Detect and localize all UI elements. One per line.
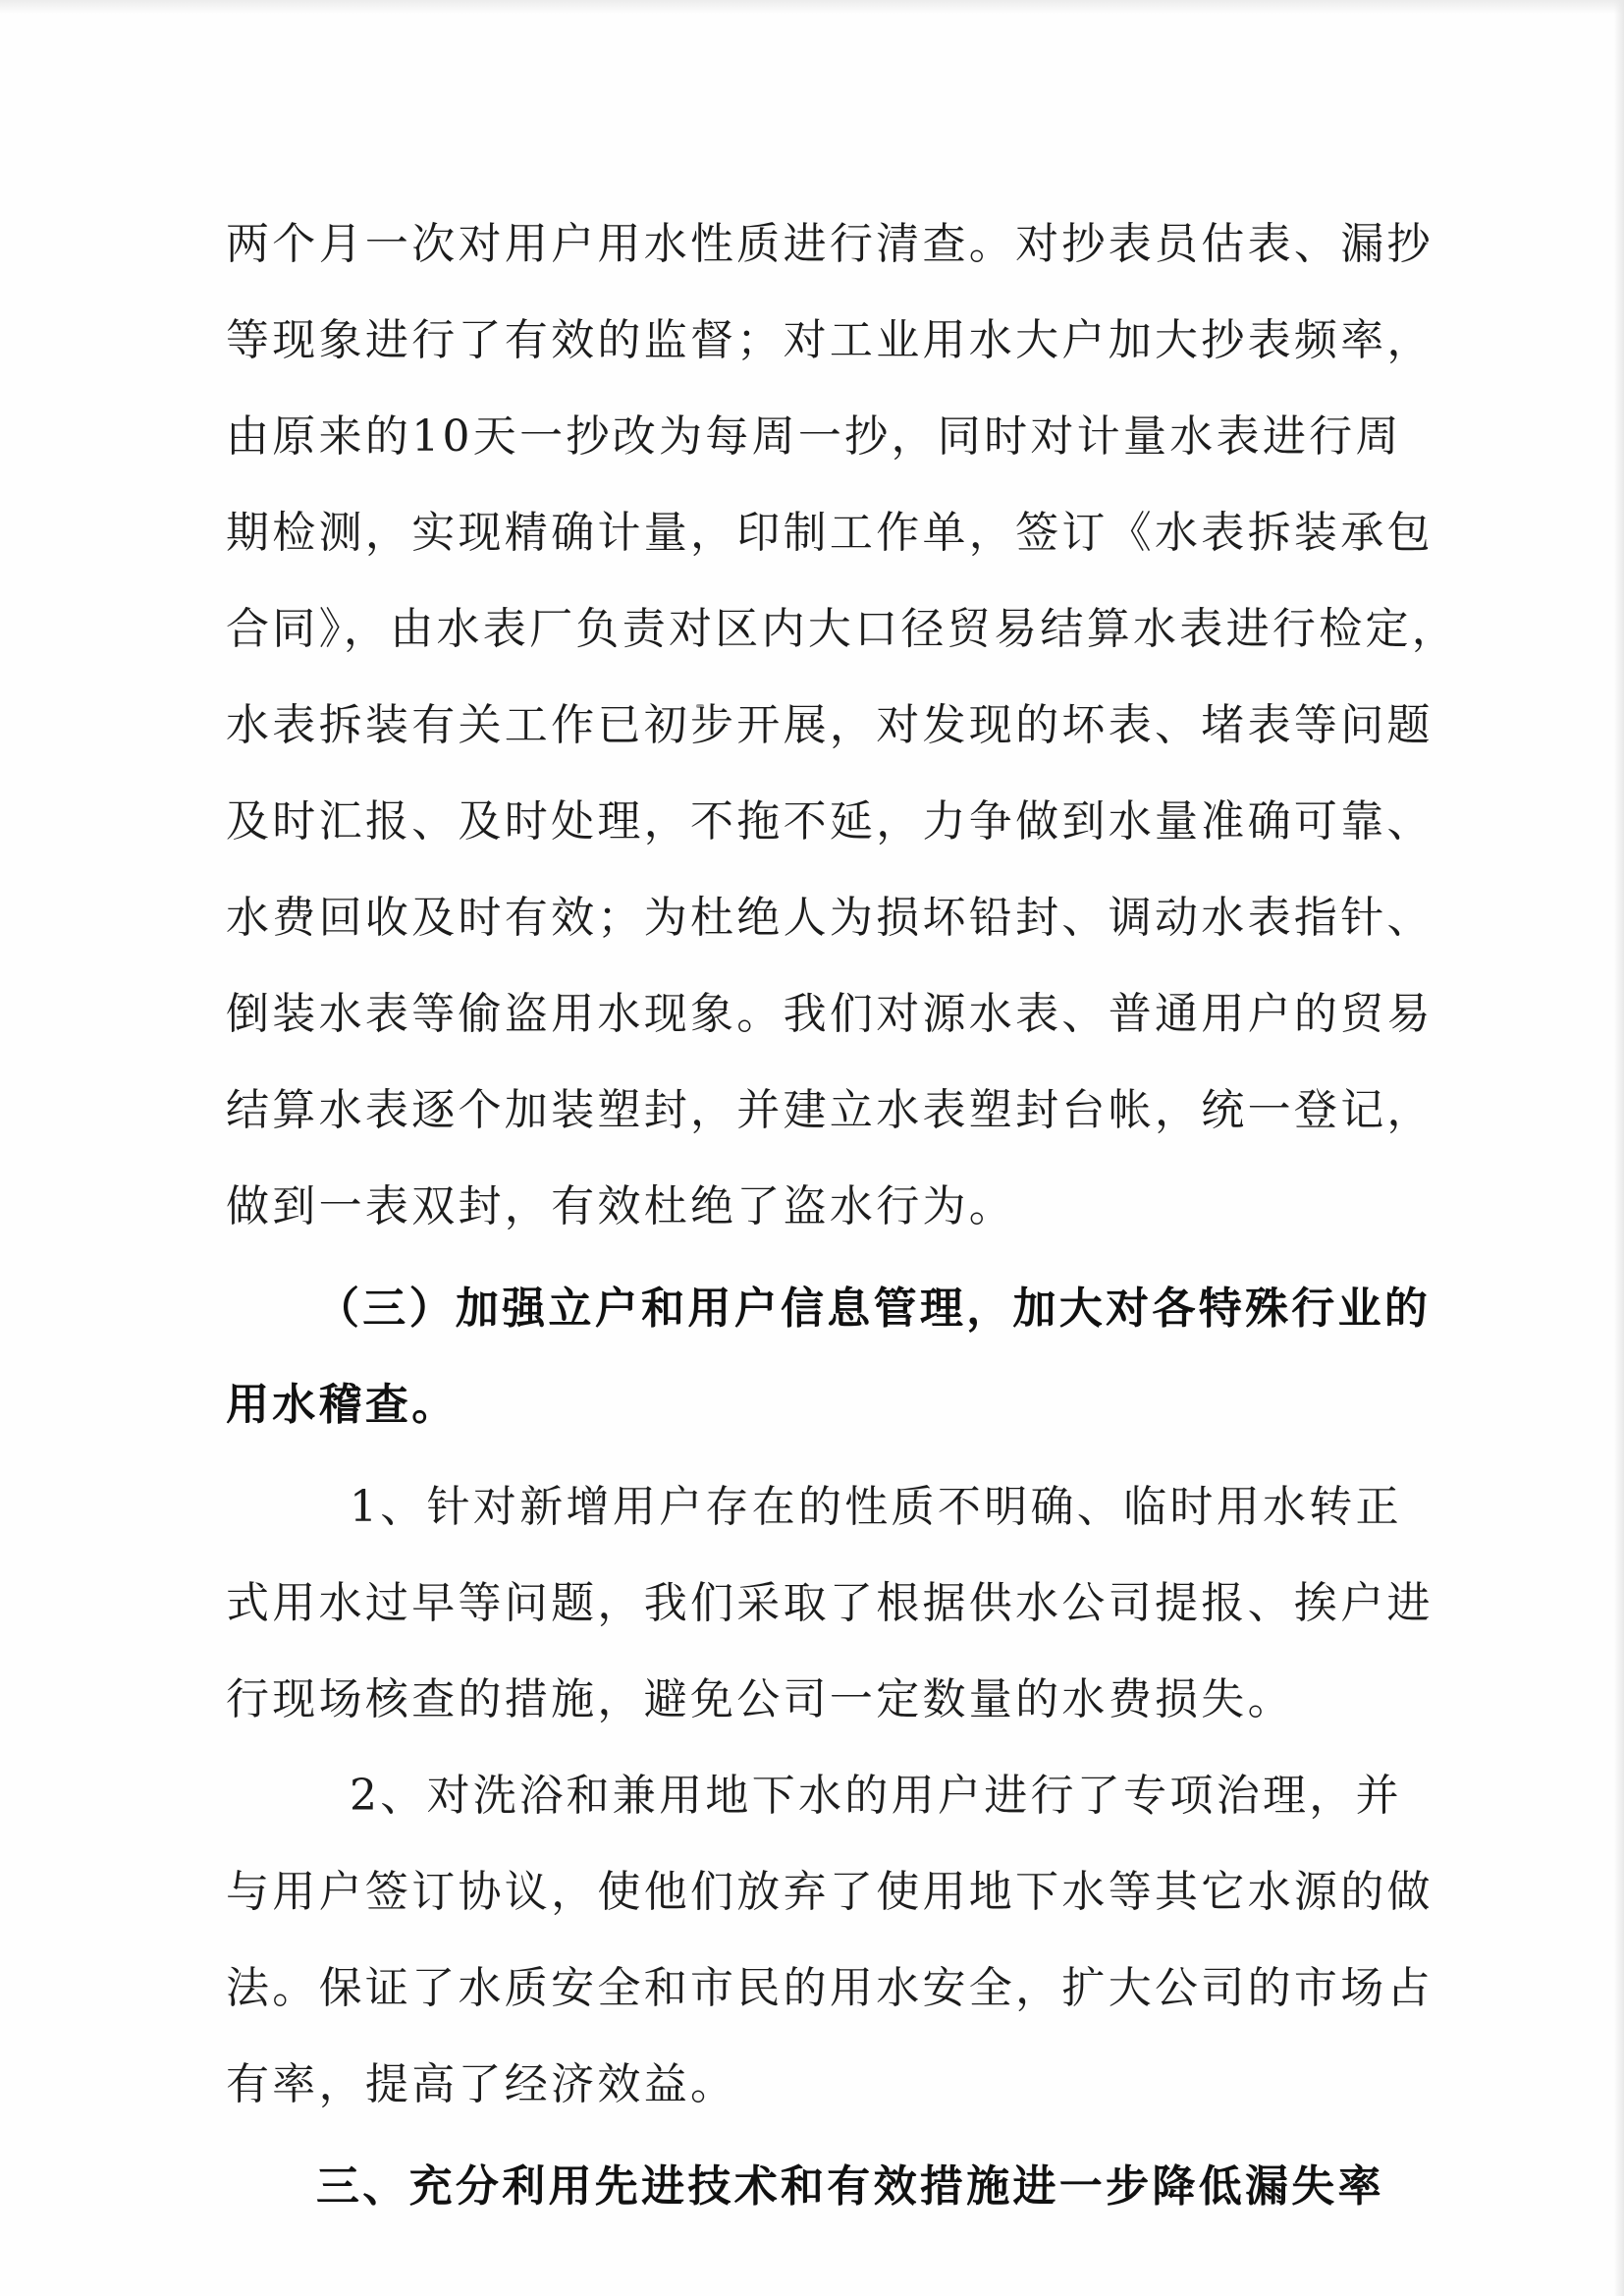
paragraph-line: 由原来的10天一抄改为每周一抄，同时对计量水表进行周	[226, 411, 1402, 462]
paragraph-line: 等现象进行了有效的监督；对工业用水大户加大抄表频率，	[226, 315, 1434, 365]
scan-shadow-right	[1614, 0, 1624, 2296]
list-item-line: 式用水过早等问题，我们采取了根据供水公司提报、挨户进	[226, 1578, 1434, 1628]
paragraph-line: 及时汇报、及时处理，不拖不延，力争做到水量准确可靠、	[226, 796, 1434, 847]
section-heading-line: 用水稽查。	[226, 1380, 459, 1430]
paragraph-line: 两个月一次对用户用水性质进行清查。对抄表员估表、漏抄	[226, 219, 1434, 269]
paragraph-1	[226, 196, 1459, 1255]
list-item-line: 与用户签订协议，使他们放弃了使用地下水等其它水源的做	[226, 1867, 1434, 1917]
paragraph-line: 水费回收及时有效；为杜绝人为损坏铅封、调动水表指针、	[226, 893, 1434, 943]
list-item-line: 1、针对新增用户存在的性质不明确、临时用水转正	[350, 1482, 1402, 1532]
paragraph-line: 合同》，由水表厂负责对区内大口径贸易结算水表进行检定，	[226, 604, 1459, 654]
list-item-line: 行现场核查的措施，避免公司一定数量的水费损失。	[226, 1674, 1294, 1724]
list-item-line: 法。保证了水质安全和市民的用水安全，扩大公司的市场占	[226, 1963, 1434, 2013]
list-item-2	[226, 1748, 1434, 2133]
section-heading-line: （三）加强立户和用户信息管理，加大对各特殊行业的	[316, 1284, 1432, 1334]
paragraph-line: 结算水表逐个加装塑封，并建立水表塑封台帐，统一登记，	[226, 1085, 1434, 1135]
paragraph-line: 期检测，实现精确计量，印制工作单，签订《水表拆装承包	[226, 508, 1434, 558]
list-item-line: 有率，提高了经济效益。	[226, 2059, 737, 2109]
paragraph-line: 水表拆装有关工作已初步开展，对发现的坏表、堵表等问题	[226, 700, 1434, 750]
part-heading-line: 三、充分利用先进技术和有效措施进一步降低漏失率	[316, 2161, 1384, 2212]
list-item-line: 2、对洗浴和兼用地下水的用户进行了专项治理，并	[350, 1771, 1402, 1821]
list-item-1	[226, 1459, 1434, 1748]
part-3-heading	[226, 2139, 1384, 2235]
paragraph-line: 做到一表双封，有效杜绝了盗水行为。	[226, 1181, 1016, 1231]
scan-shadow-top	[0, 0, 1624, 14]
section-3-heading	[226, 1261, 1432, 1453]
document-body	[226, 196, 1459, 2235]
paragraph-line: 倒装水表等偷盗用水现象。我们对源水表、普通用户的贸易	[226, 989, 1434, 1039]
